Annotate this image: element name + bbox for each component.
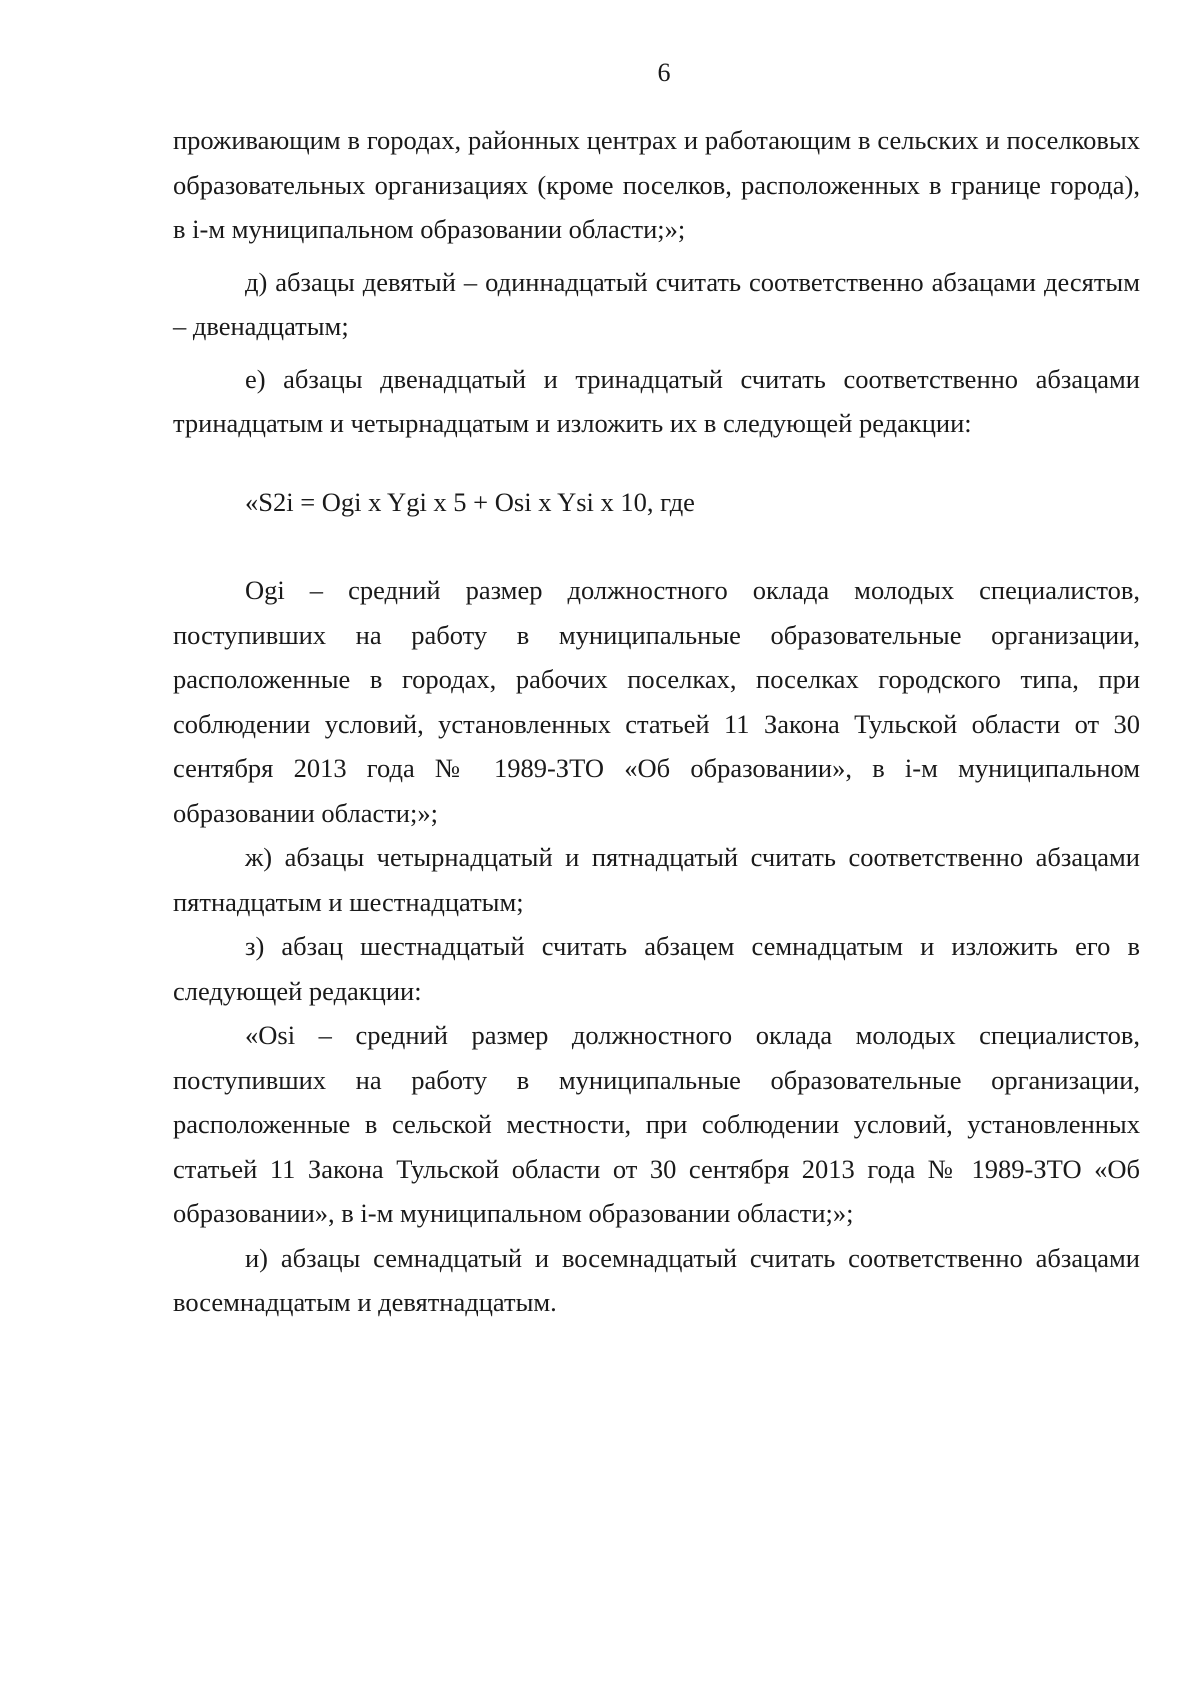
paragraph-osi-definition: «Osi – средний размер должностного оклада молодых специалистов, поступивших на работу в муниципальные образовательные организации, расположенные в сельской местности, при соблюдении условий, установленных статьей 11 Закона Тульской области от 30 сентября 2013 года № 1989-ЗТО «Об образовании», в i-м муниципальном образовании области;»; (173, 1020, 1140, 1228)
page-number: 6 (657, 58, 671, 87)
paragraph-continuation: проживающим в городах, районных центрах и работающим в сельских и поселковых образовательных организациях (кроме поселков, расположенных в границе города), в i-м муниципальном образовании области;»; (173, 125, 1140, 244)
paragraph-z: з) абзац шестнадцатый считать абзацем семнадцатым и изложить его в следующей редакции: (173, 931, 1140, 1006)
document-body (173, 118, 1140, 1325)
formula-s2i: «S2i = Ogi x Ygi x 5 + Osi x Ysi x 10, где (245, 486, 695, 517)
paragraph-d: д) абзацы девятый – одиннадцатый считать соответственно абзацами десятым – двенадцатым; (173, 266, 1140, 341)
paragraph-i: и) абзацы семнадцатый и восемнадцатый считать соответственно абзацами восемнадцатым и девятнадцатым. (173, 1242, 1140, 1317)
paragraph-ogi-definition: Ogi – средний размер должностного оклада молодых специалистов, поступивших на работу в муниципальные образовательные организации, расположенные в городах, рабочих поселках, поселках городского типа, при соблюдении условий, установленных статьей 11 Закона Тульской области от 30 сентября 2013 года № 1989-ЗТО «Об образовании», в i-м муниципальном образовании области;»; (173, 575, 1140, 828)
paragraph-e: е) абзацы двенадцатый и тринадцатый считать соответственно абзацами тринадцатым и четырнадцатым и изложить их в следующей редакции: (173, 363, 1140, 438)
paragraph-zh: ж) абзацы четырнадцатый и пятнадцатый считать соответственно абзацами пятнадцатым и шестнадцатым; (173, 842, 1140, 917)
